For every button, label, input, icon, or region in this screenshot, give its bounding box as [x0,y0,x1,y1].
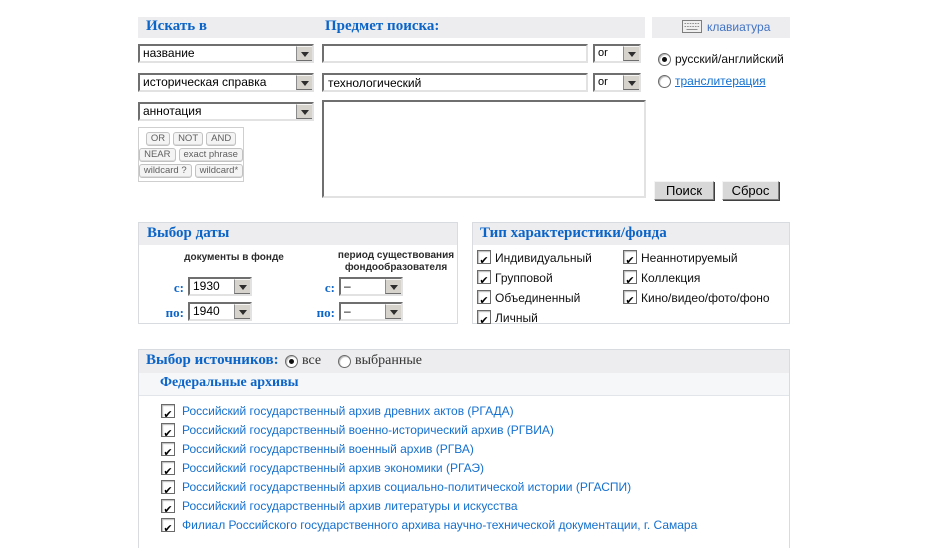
dropdown-arrow-icon[interactable] [234,304,250,319]
not-operator-button[interactable]: NOT [173,132,203,146]
wildcard-question-button[interactable]: wildcard ? [139,164,192,178]
reset-button[interactable]: Сброс [722,181,779,200]
personal-checkbox[interactable] [477,310,491,324]
exact-phrase-button[interactable]: exact phrase [179,148,243,162]
archive-checkbox-3[interactable] [161,442,175,456]
personal-label: Личный [495,311,538,325]
or-select-1-value: or [598,47,608,59]
search-field-select-2-value: историческая справка [143,75,267,89]
doc-from-select[interactable] [188,277,252,296]
dropdown-arrow-icon[interactable] [385,279,401,294]
federal-archives-title: Федеральные архивы [160,375,299,390]
period-to-label: по: [316,305,335,320]
archive-checkbox-5[interactable] [161,480,175,494]
dropdown-arrow-icon[interactable] [296,75,312,90]
archive-link-4[interactable]: Российский государственный архив экономики (РГАЭ) [182,461,485,475]
united-label: Объединенный [495,291,581,305]
doc-to-select[interactable] [188,302,252,321]
russian-english-radio[interactable] [658,53,671,66]
cinema-video-photo-label: Кино/видео/фото/фоно [641,291,770,305]
all-sources-radio[interactable] [285,355,298,368]
doc-to-value: 1940 [193,304,220,318]
sources-title: Выбор источников: [146,352,279,368]
russian-english-label: русский/английский [675,52,784,66]
period-from-select[interactable] [339,277,403,296]
united-checkbox[interactable] [477,290,491,304]
non-annotated-checkbox[interactable] [623,250,637,264]
selected-sources-radio[interactable] [338,355,351,368]
transliteration-radio[interactable] [658,75,671,88]
operator-buttons-box [138,127,244,182]
archive-checkbox-6[interactable] [161,499,175,513]
archive-link-1[interactable]: Российский государственный архив древних актов (РГАДА) [182,404,514,418]
archive-checkbox-1[interactable] [161,404,175,418]
group-label: Групповой [495,271,553,285]
subject-input-1[interactable] [322,44,588,63]
archive-link-2[interactable]: Российский государственный военно-исторический архив (РГВИА) [182,423,554,437]
doc-from-label: с: [173,280,184,295]
or-select-2-value: or [598,76,608,88]
and-operator-button[interactable]: AND [206,132,236,146]
selected-sources-label: выбранные [355,353,422,368]
archive-checkbox-7[interactable] [161,518,175,532]
group-checkbox[interactable] [477,270,491,284]
all-sources-label: все [302,353,322,368]
dropdown-arrow-icon[interactable] [623,46,639,61]
dropdown-arrow-icon[interactable] [296,46,312,61]
individual-label: Индивидуальный [495,251,592,265]
dropdown-arrow-icon[interactable] [234,279,250,294]
subject-title: Предмет поиска: [325,18,440,34]
non-annotated-label: Неаннотируемый [641,251,738,265]
archive-link-6[interactable]: Российский государственный архив литературы и искусства [182,499,518,513]
dropdown-arrow-icon[interactable] [385,304,401,319]
period-label-line1: период существования [337,250,455,261]
archive-link-5[interactable]: Российский государственный архив социально-политической истории (РГАСПИ) [182,480,632,494]
search-field-select-3[interactable] [138,102,314,121]
or-select-2[interactable] [593,73,641,92]
wildcard-star-button[interactable]: wildcard* [195,164,244,178]
collection-checkbox[interactable] [623,270,637,284]
transliteration-link[interactable]: транслитерация [675,74,766,88]
individual-checkbox[interactable] [477,250,491,264]
or-operator-button[interactable]: OR [146,132,170,146]
doc-from-value: 1930 [193,279,220,293]
period-from-value: – [344,279,351,293]
period-of-existence-label [336,250,456,274]
cinema-video-photo-checkbox[interactable] [623,290,637,304]
date-section-title: Выбор даты [147,225,230,241]
archive-checkbox-4[interactable] [161,461,175,475]
period-to-value: – [344,304,351,318]
archive-checkbox-2[interactable] [161,423,175,437]
subject-textarea[interactable] [322,100,646,198]
documents-in-fund-label: документы в фонде [184,252,284,263]
period-label-line2: фондообразователя [344,262,448,273]
search-in-title: Искать в [146,18,208,34]
keyboard-icon[interactable] [682,20,702,33]
near-operator-button[interactable]: NEAR [139,148,175,162]
period-to-select[interactable] [339,302,403,321]
doc-to-label: по: [165,305,184,320]
archive-link-3[interactable]: Российский государственный военный архив (РГВА) [182,442,474,456]
type-section-title: Тип характеристики/фонда [480,225,667,241]
keyboard-link[interactable]: клавиатура [707,20,771,34]
subject-input-2[interactable] [322,73,588,92]
or-select-1[interactable] [593,44,641,63]
search-field-select-2[interactable] [138,73,314,92]
search-field-select-1-value: название [143,46,195,60]
collection-label: Коллекция [641,271,701,285]
search-field-select-3-value: аннотация [143,104,202,118]
search-button[interactable]: Поиск [654,181,714,200]
dropdown-arrow-icon[interactable] [296,104,312,119]
search-field-select-1[interactable] [138,44,314,63]
dropdown-arrow-icon[interactable] [623,75,639,90]
archive-link-7[interactable]: Филиал Российского государственного архива научно-технической документации, г. Самара [182,518,698,532]
period-from-label: с: [324,280,335,295]
